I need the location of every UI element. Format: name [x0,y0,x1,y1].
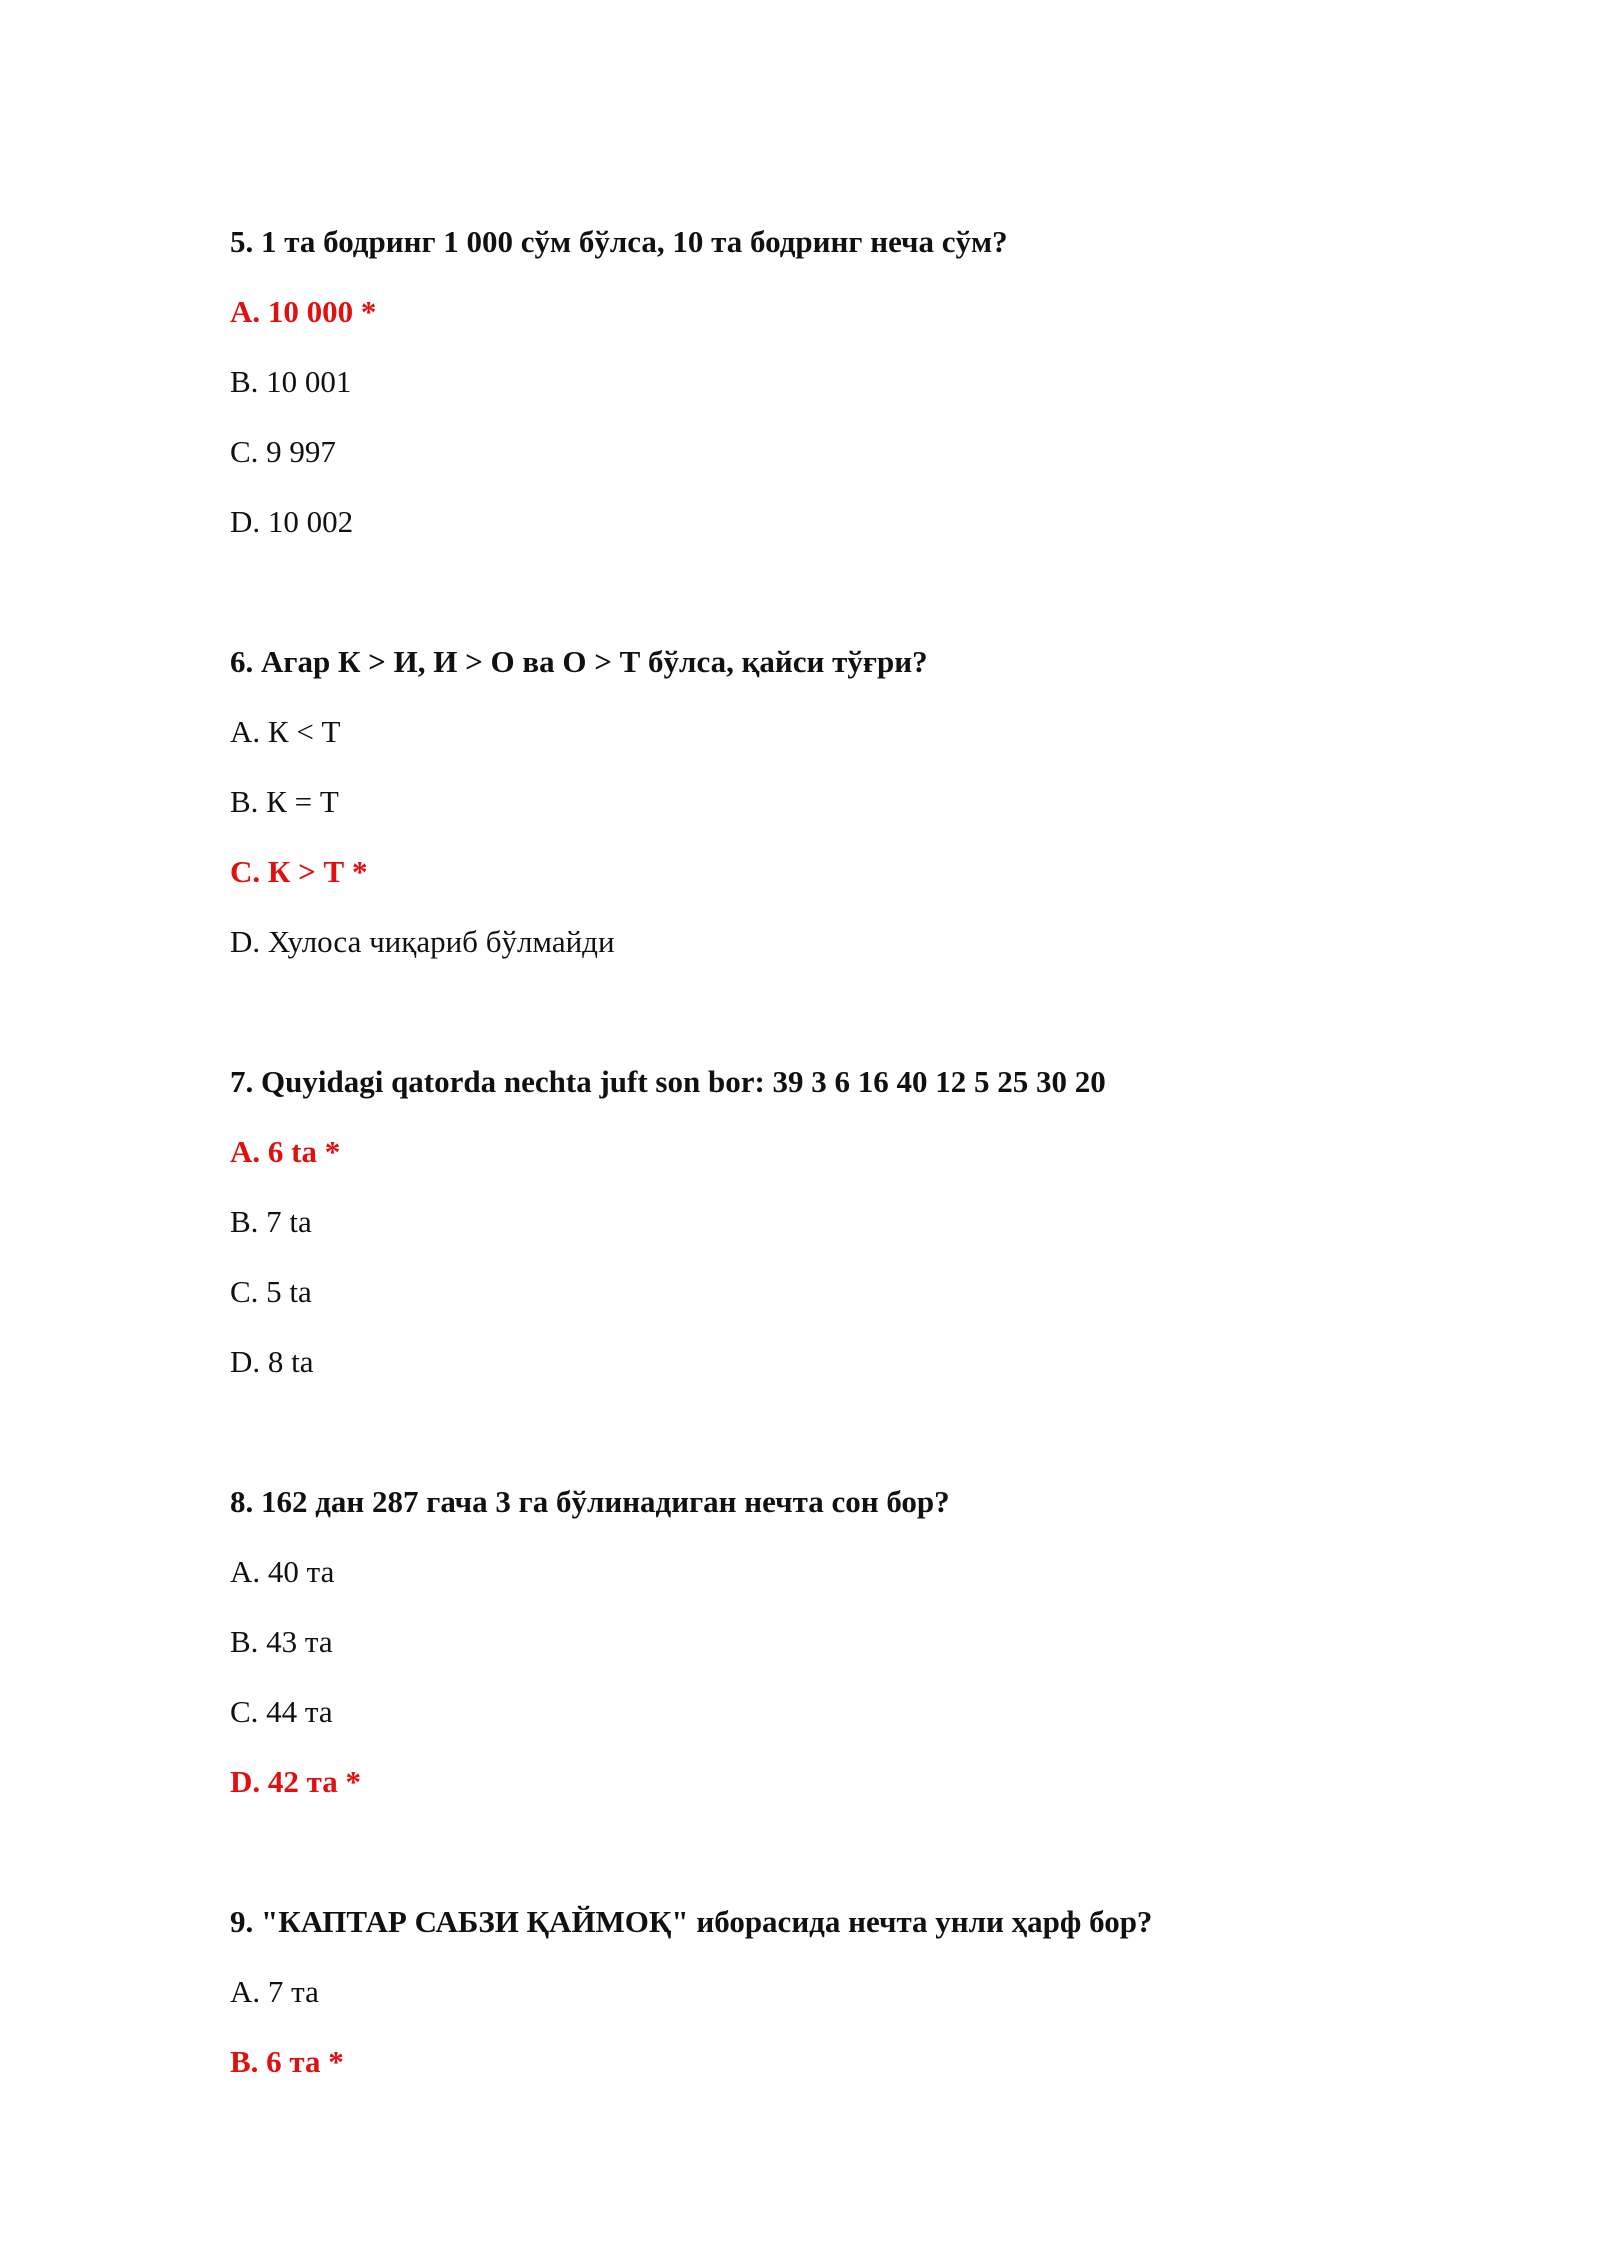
question-6-option-a: A. К < Т [230,714,341,749]
question-5-option-d: D. 10 002 [230,504,354,539]
question-9-option-b: B. 6 та * [230,2044,344,2079]
question-9: 9. "КАПТАР САБЗИ ҚАЙМОҚ" иборасида нечта унли ҳарф бор? [230,1904,1153,1939]
question-5-option-b: B. 10 001 [230,364,352,399]
question-8-option-c: C. 44 та [230,1694,333,1729]
question-8-option-a: A. 40 та [230,1554,335,1589]
question-8-option-b: B. 43 та [230,1624,333,1659]
question-5-option-a: A. 10 000 * [230,294,377,329]
question-5-option-c: C. 9 997 [230,434,336,469]
question-6-option-c: C. К > Т * [230,854,368,889]
question-7-option-b: B. 7 ta [230,1204,312,1239]
question-7-option-d: D. 8 ta [230,1344,314,1379]
question-5: 5. 1 та бодринг 1 000 сўм бўлса, 10 та бодринг неча сўм? [230,224,1008,259]
question-6: 6. Агар К > И, И > О ва О > Т бўлса, қайси тўғри? [230,644,928,679]
question-7-option-c: C. 5 ta [230,1274,312,1309]
question-6-option-d: D. Хулоса чиқариб бўлмайди [230,924,615,959]
question-7: 7. Quyidagi qatorda nechta juft son bor: 39 3 6 16 40 12 5 25 30 20 [230,1064,1106,1099]
question-6-option-b: B. К = Т [230,784,339,819]
question-9-option-a: A. 7 та [230,1974,319,2009]
question-8-option-d: D. 42 та * [230,1764,361,1799]
question-8: 8. 162 дан 287 гача 3 га бўлинадиган нечта сон бор? [230,1484,950,1519]
question-7-option-a: A. 6 ta * [230,1134,341,1169]
